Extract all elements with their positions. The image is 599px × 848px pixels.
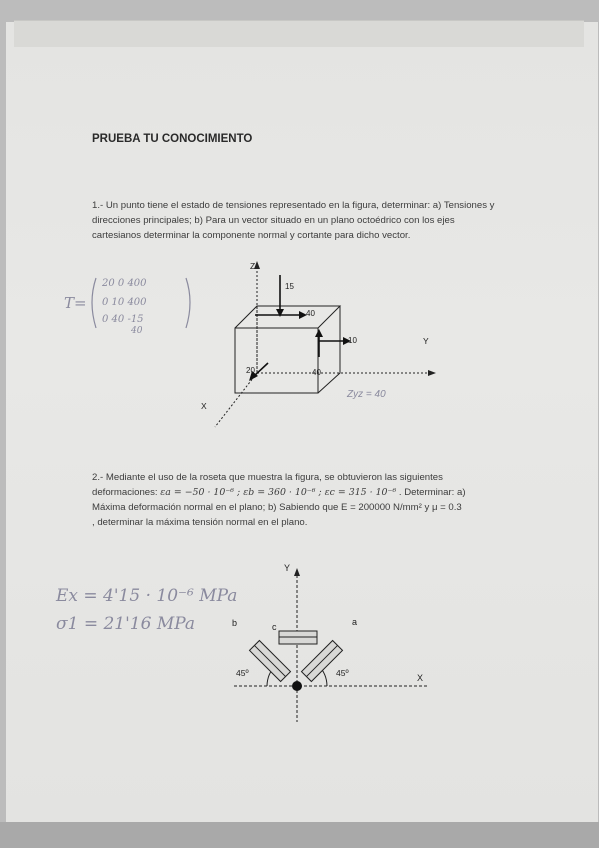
- problem-2-line-3: Máxima deformación normal en el plano; b) Sabiendo que E = 200000 N/mm² y μ = 0.3: [92, 502, 462, 513]
- gauge-c: [279, 631, 317, 644]
- axis-y-label: Y: [423, 336, 429, 346]
- label-10: 10: [348, 336, 357, 345]
- strain-b: εb = 360 · 10⁻⁶: [243, 487, 316, 498]
- matrix-below: 40: [131, 326, 143, 336]
- handwritten-tau-note: Zyz = 40: [347, 389, 386, 400]
- strain-rosette-figure: [222, 560, 442, 730]
- rosette-origin: [292, 681, 302, 691]
- problem-2-line-4: , determinar la máxima tensión normal en el plano.: [92, 517, 308, 528]
- x-axis-line: [215, 373, 257, 427]
- angle-left-label: 45º: [236, 668, 249, 678]
- label-40-side: 40: [312, 368, 321, 377]
- problem-2-line-2: deformaciones: εa = −50 · 10⁻⁶ ; εb = 360 · 10⁻⁶ ; εc = 315 · 10⁻⁶ . Determinar: a): [92, 487, 466, 498]
- axis-z-label: Z: [250, 261, 256, 271]
- deformations-prefix: deformaciones:: [92, 487, 161, 498]
- gauge-b: [249, 640, 290, 681]
- rosette-axis-x-label: X: [417, 673, 424, 683]
- back-sheet-edge: [14, 20, 584, 47]
- label-a: a: [352, 617, 358, 627]
- angle-right-label: 45º: [336, 668, 349, 678]
- label-c: c: [272, 622, 277, 632]
- problem-2-text: [92, 470, 504, 530]
- cube-front-face: [235, 328, 318, 393]
- problem-1-text: 1.- Un punto tiene el estado de tensiones representado en la figura, determinar: a) Tensiones y direcciones principales; b) Para un vector situado en un plano octoédrico con los ejes cartesianos determinar la componente normal y cortante para dicho vector.: [92, 200, 495, 241]
- strain-a: εa = −50 · 10⁻⁶: [160, 487, 235, 498]
- handwritten-strain-x: Ex = 4'15 · 10⁻⁶ MPa: [56, 586, 238, 606]
- handwritten-sigma: σ1 = 21'16 MPa: [56, 614, 196, 634]
- stress-cube-figure: [195, 255, 455, 435]
- deformations-suffix: . Determinar: a): [398, 487, 466, 498]
- matrix-row-1: 20 0 400: [102, 278, 147, 289]
- label-b: b: [232, 618, 238, 628]
- cube-top-face: [235, 306, 340, 328]
- matrix-row-2: 0 10 400: [102, 297, 147, 308]
- matrix-label: T=: [64, 294, 87, 312]
- problem-2-line-1: 2.- Mediante el uso de la roseta que muestra la figura, se obtuvieron las siguientes: [92, 472, 443, 483]
- rosette-axis-y-label: Y: [284, 563, 291, 573]
- page-shadow: [0, 822, 599, 848]
- label-40-top: 40: [306, 309, 315, 318]
- matrix-row-3: 0 40 -15: [102, 314, 144, 325]
- axis-x-label: X: [201, 401, 207, 411]
- page-title: PRUEBA TU CONOCIMIENTO: [92, 133, 253, 145]
- label-15: 15: [285, 282, 294, 291]
- label-20: 20: [246, 366, 255, 375]
- strain-c: εc = 315 · 10⁻⁶: [324, 487, 397, 498]
- cube-right-face: [318, 306, 340, 393]
